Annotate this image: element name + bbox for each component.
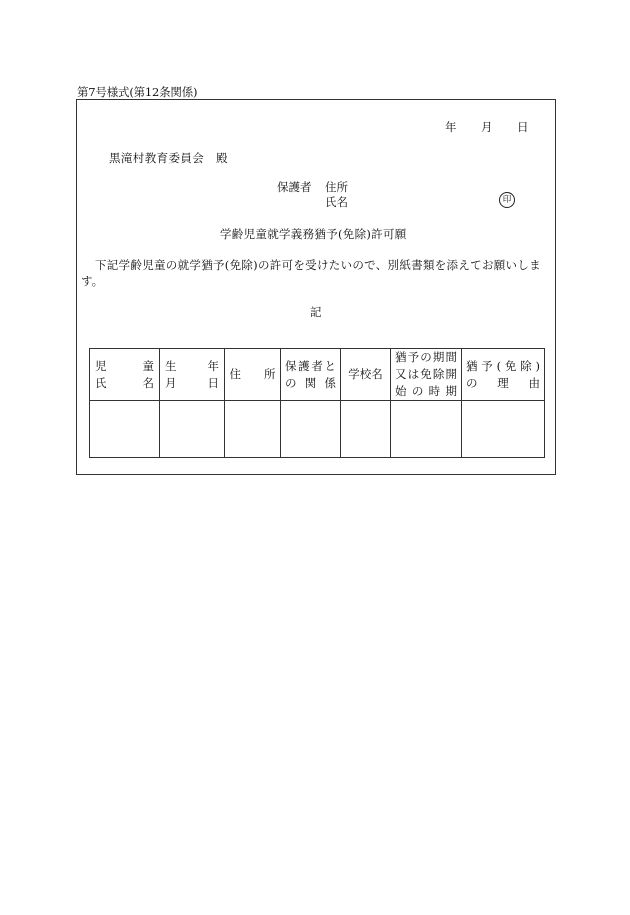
child-info-table: [89, 348, 545, 458]
header-period-line: 猶予の期間: [395, 350, 457, 364]
header-school: 学校名: [341, 349, 391, 401]
address-label: 住所: [325, 180, 348, 194]
table-cell: [160, 401, 225, 458]
header-relation-line: 保護者と: [285, 358, 336, 373]
header-birth-date-char: 月: [165, 375, 177, 390]
name-label: 氏名: [325, 195, 348, 209]
table-row: [90, 401, 545, 458]
table-cell: [462, 401, 545, 458]
table-header-row: [90, 349, 545, 401]
header-relation: [281, 349, 341, 401]
date-month-label: 月: [481, 120, 493, 134]
seal-icon: 印: [499, 192, 515, 208]
table-cell: [225, 401, 281, 458]
header-birth-date-char: 日: [207, 375, 219, 390]
header-child-name: [90, 349, 160, 401]
document-title: 学齢児童就学義務猶予(免除)許可願: [220, 227, 407, 241]
header-period: [391, 349, 462, 401]
table-cell: [391, 401, 462, 458]
table-cell: [341, 401, 391, 458]
addressee: 黒滝村教育委員会 殿: [109, 151, 228, 165]
header-period-line: 又は免除開: [395, 367, 457, 381]
header-child-name-char: 氏: [95, 375, 107, 390]
header-period-line: 始 の 時 期: [395, 384, 457, 398]
header-reason-line: の 理 由: [466, 375, 540, 390]
body-text-line-2: す。: [81, 274, 104, 288]
header-reason: [462, 349, 545, 401]
header-child-name-char: 児: [95, 358, 107, 373]
header-address: 住 所: [225, 349, 281, 401]
header-birth-date: [160, 349, 225, 401]
table-cell: [281, 401, 341, 458]
ki-heading: 記: [310, 305, 322, 319]
header-child-name-char: 名: [142, 375, 154, 390]
date-year-label: 年: [445, 120, 457, 134]
header-reason-line: 猶予(免除): [466, 358, 540, 373]
form-frame: [76, 99, 556, 475]
guardian-label: 保護者: [277, 180, 312, 194]
header-child-name-char: 童: [142, 358, 154, 373]
form-number-label: 第7号様式(第12条関係): [77, 85, 198, 99]
header-relation-line: の 関 係: [285, 375, 336, 390]
header-birth-date-char: 年: [207, 358, 219, 373]
date-day-label: 日: [517, 120, 529, 134]
table-cell: [90, 401, 160, 458]
body-text-line-1: 下記学齢児童の就学猶予(免除)の許可を受けたいので、別紙書類を添えてお願いしま: [95, 258, 541, 272]
header-birth-date-char: 生: [165, 358, 177, 373]
